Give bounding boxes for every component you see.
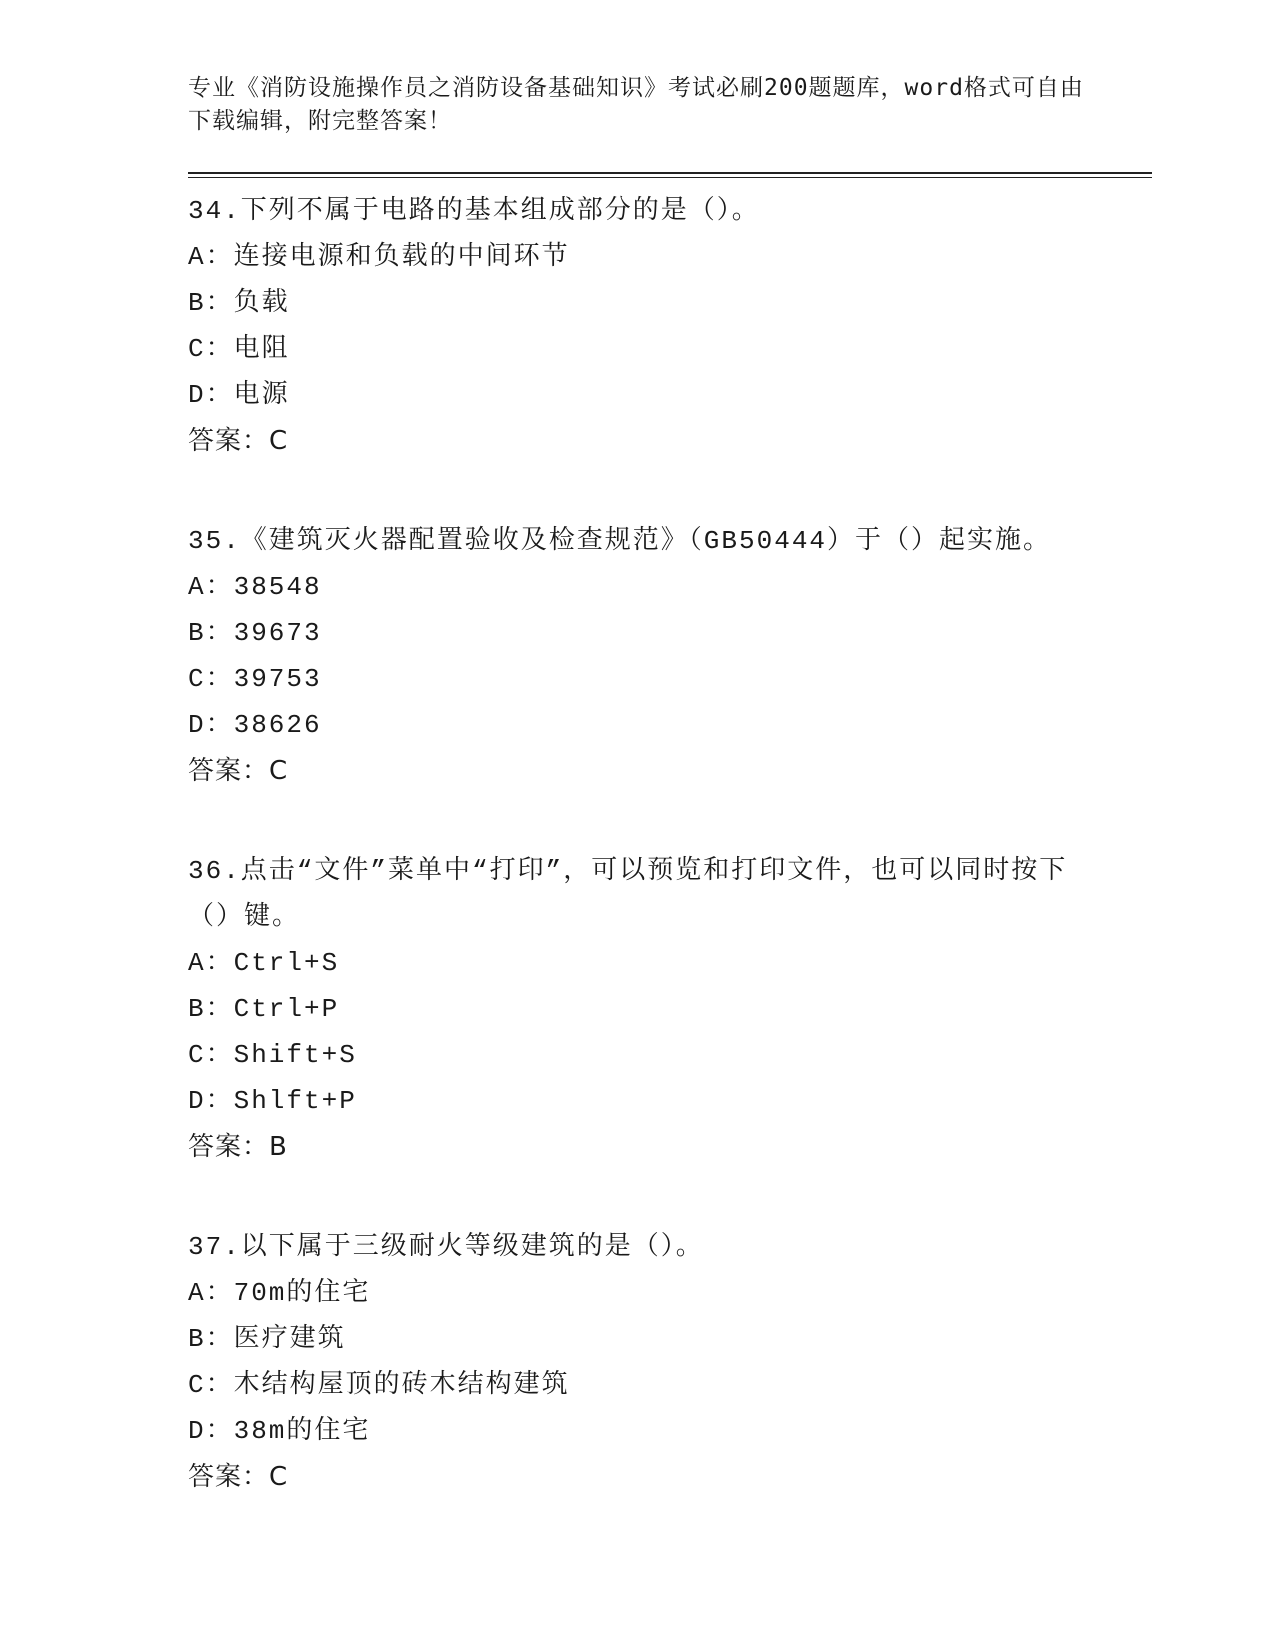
option-d: D：电源 bbox=[188, 380, 290, 410]
option-c: C：木结构屋顶的砖木结构建筑 bbox=[188, 1370, 570, 1400]
option-b: B：负载 bbox=[188, 288, 290, 318]
option-b: B：Ctrl+P bbox=[188, 994, 340, 1024]
option-c: C：39753 bbox=[188, 664, 322, 694]
answer-line: 答案：B bbox=[188, 1132, 288, 1162]
option-b: B：医疗建筑 bbox=[188, 1324, 346, 1354]
question-36 bbox=[188, 848, 1152, 1170]
question-stem: 37.以下属于三级耐火等级建筑的是（）。 bbox=[188, 1232, 704, 1262]
answer-line: 答案：C bbox=[188, 426, 289, 456]
question-stem: 34.下列不属于电路的基本组成部分的是（）。 bbox=[188, 196, 760, 226]
option-d: D：38626 bbox=[188, 710, 322, 740]
document-page bbox=[188, 72, 1152, 1500]
question-37 bbox=[188, 1224, 1152, 1500]
option-a: A：70m的住宅 bbox=[188, 1278, 371, 1308]
question-34 bbox=[188, 188, 1152, 464]
document-header: 专业《消防设施操作员之消防设备基础知识》考试必刷200题题库，word格式可自由下载编辑，附完整答案！ bbox=[188, 75, 1084, 134]
answer-line: 答案：C bbox=[188, 1462, 289, 1492]
answer-line: 答案：C bbox=[188, 756, 289, 786]
option-a: A：连接电源和负载的中间环节 bbox=[188, 242, 570, 272]
option-d: D：Shlft+P bbox=[188, 1086, 357, 1116]
option-b: B：39673 bbox=[188, 618, 322, 648]
question-35 bbox=[188, 518, 1152, 794]
option-a: A：38548 bbox=[188, 572, 322, 602]
question-stem: 36.点击“文件”菜单中“打印”，可以预览和打印文件，也可以同时按下（）键。 bbox=[188, 856, 1068, 932]
option-d: D：38m的住宅 bbox=[188, 1416, 371, 1446]
question-stem: 35.《建筑灭火器配置验收及检查规范》（GB50444）于（）起实施。 bbox=[188, 526, 1052, 556]
option-c: C：Shift+S bbox=[188, 1040, 357, 1070]
option-a: A：Ctrl+S bbox=[188, 948, 340, 978]
header-divider bbox=[188, 172, 1152, 178]
option-c: C：电阻 bbox=[188, 334, 290, 364]
